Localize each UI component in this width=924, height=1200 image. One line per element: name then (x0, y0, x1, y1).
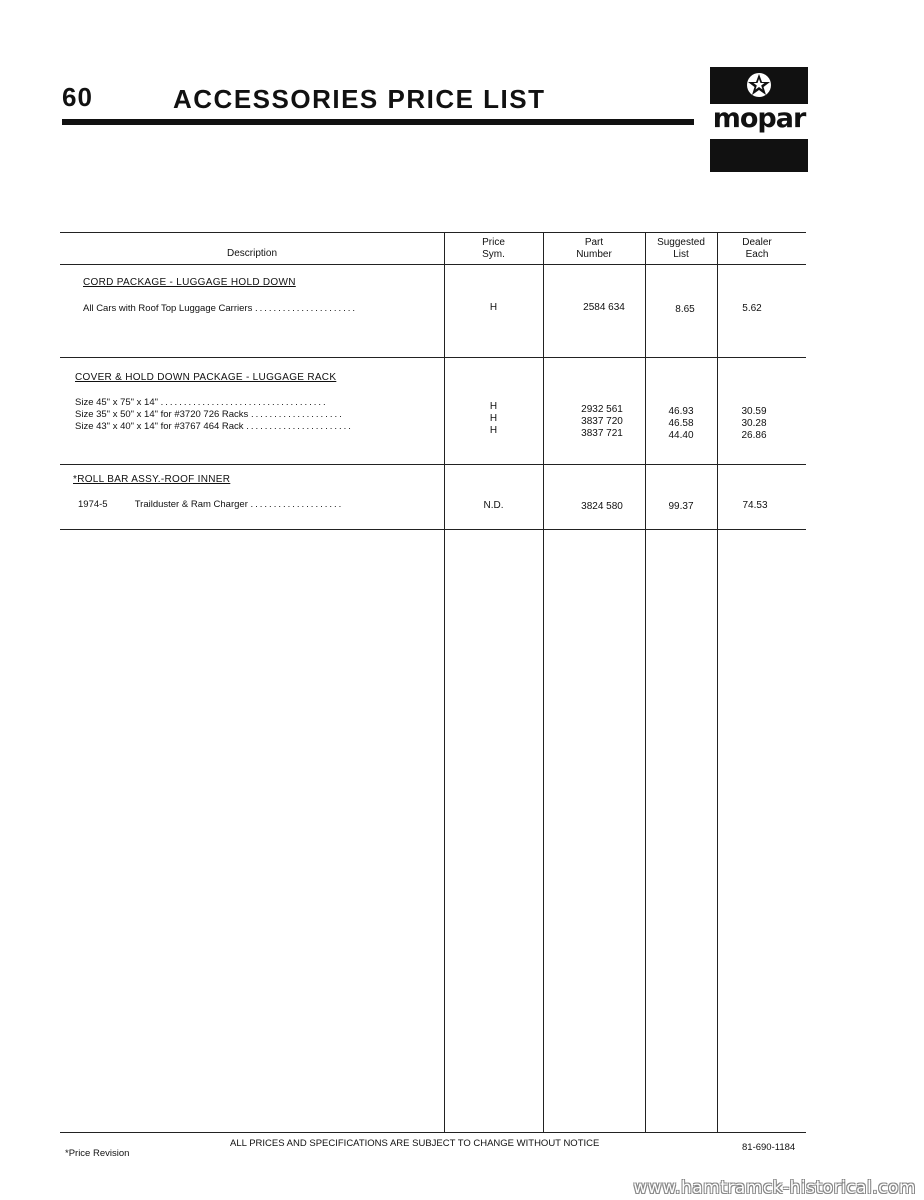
logo-top-band (710, 67, 808, 104)
section-divider (60, 357, 806, 358)
col-header-dealer-each: Dealer Each (742, 237, 772, 260)
dealer-each-cell: 26.86 (741, 430, 767, 441)
leader-dots: ....................... (246, 421, 353, 432)
part-number-cell: 2932 561 (581, 404, 623, 415)
part-number-cell: 3837 721 (581, 428, 623, 439)
suggested-list-cell: 46.93 (668, 406, 694, 417)
title-rule (62, 119, 694, 125)
price-sym-cell: N.D. (483, 500, 504, 511)
part-number-cell: 3837 720 (581, 416, 623, 427)
suggested-list-cell: 46.58 (668, 418, 694, 429)
leader-dots: ...................... (254, 303, 358, 314)
column-divider (645, 232, 646, 1132)
section-divider (60, 464, 806, 465)
column-divider (444, 232, 445, 1132)
price-sym-cell: H (489, 425, 498, 436)
suggested-list-cell: 8.65 (675, 304, 695, 315)
dealer-each-cell: 30.28 (741, 418, 767, 429)
col-header-price-sym: Price Sym. (482, 237, 505, 260)
header-bottom-rule (60, 264, 806, 265)
site-watermark: www.hamtramck-historical.com (633, 1178, 916, 1198)
table-row (75, 421, 353, 432)
item-description: Size 45" x 75" x 14" (75, 397, 158, 408)
logo-bottom-band (710, 139, 808, 172)
price-sym-cell: H (489, 413, 498, 424)
section-divider (60, 529, 806, 530)
col-header-suggested-list: Suggested List (657, 237, 705, 260)
page-title: ACCESSORIES PRICE LIST (173, 84, 546, 114)
item-description: Size 35" x 50" x 14" for #3720 726 Racks (75, 409, 249, 420)
table-row (83, 303, 357, 314)
mopar-logo (710, 67, 808, 172)
document-number: 81-690-1184 (742, 1142, 796, 1153)
table-row (75, 409, 344, 420)
table-row (75, 397, 328, 408)
section-heading: COVER & HOLD DOWN PACKAGE - LUGGAGE RACK (75, 372, 337, 383)
dealer-each-cell: 5.62 (742, 303, 762, 314)
col-header-description: Description (226, 248, 278, 259)
price-revision-note: *Price Revision (65, 1148, 130, 1159)
leader-dots: .................... (250, 499, 344, 510)
table-row (78, 499, 343, 510)
dealer-each-cell: 74.53 (742, 500, 768, 511)
suggested-list-cell: 44.40 (668, 430, 694, 441)
part-number-cell: 3824 580 (581, 501, 623, 512)
section-heading: *ROLL BAR ASSY.-ROOF INNER (73, 474, 231, 485)
item-description: Size 43" x 40" x 14" for #3767 464 Rack (75, 421, 244, 432)
table-top-rule (60, 232, 806, 233)
price-sym-cell: H (489, 302, 498, 313)
part-number-cell: 2584 634 (583, 302, 625, 313)
column-divider (717, 232, 718, 1132)
logo-wordmark: mopar (712, 103, 806, 134)
section-heading: CORD PACKAGE - LUGGAGE HOLD DOWN (83, 277, 296, 288)
price-sym-cell: H (489, 401, 498, 412)
item-description: All Cars with Roof Top Luggage Carriers (83, 303, 253, 314)
col-header-part-number: Part Number (576, 237, 612, 260)
leader-dots: .................................... (160, 397, 328, 408)
suggested-list-cell: 99.37 (668, 501, 694, 512)
pentastar-icon (746, 72, 772, 98)
page-number: 60 (62, 82, 93, 112)
column-divider (543, 232, 544, 1132)
item-year: 1974-5 (78, 499, 108, 510)
table-bottom-rule (60, 1132, 806, 1133)
footer-notice: ALL PRICES AND SPECIFICATIONS ARE SUBJECT TO CHANGE WITHOUT NOTICE (230, 1138, 600, 1149)
dealer-each-cell: 30.59 (741, 406, 767, 417)
leader-dots: .................... (250, 409, 344, 420)
item-description: Trailduster & Ram Charger (134, 499, 248, 510)
